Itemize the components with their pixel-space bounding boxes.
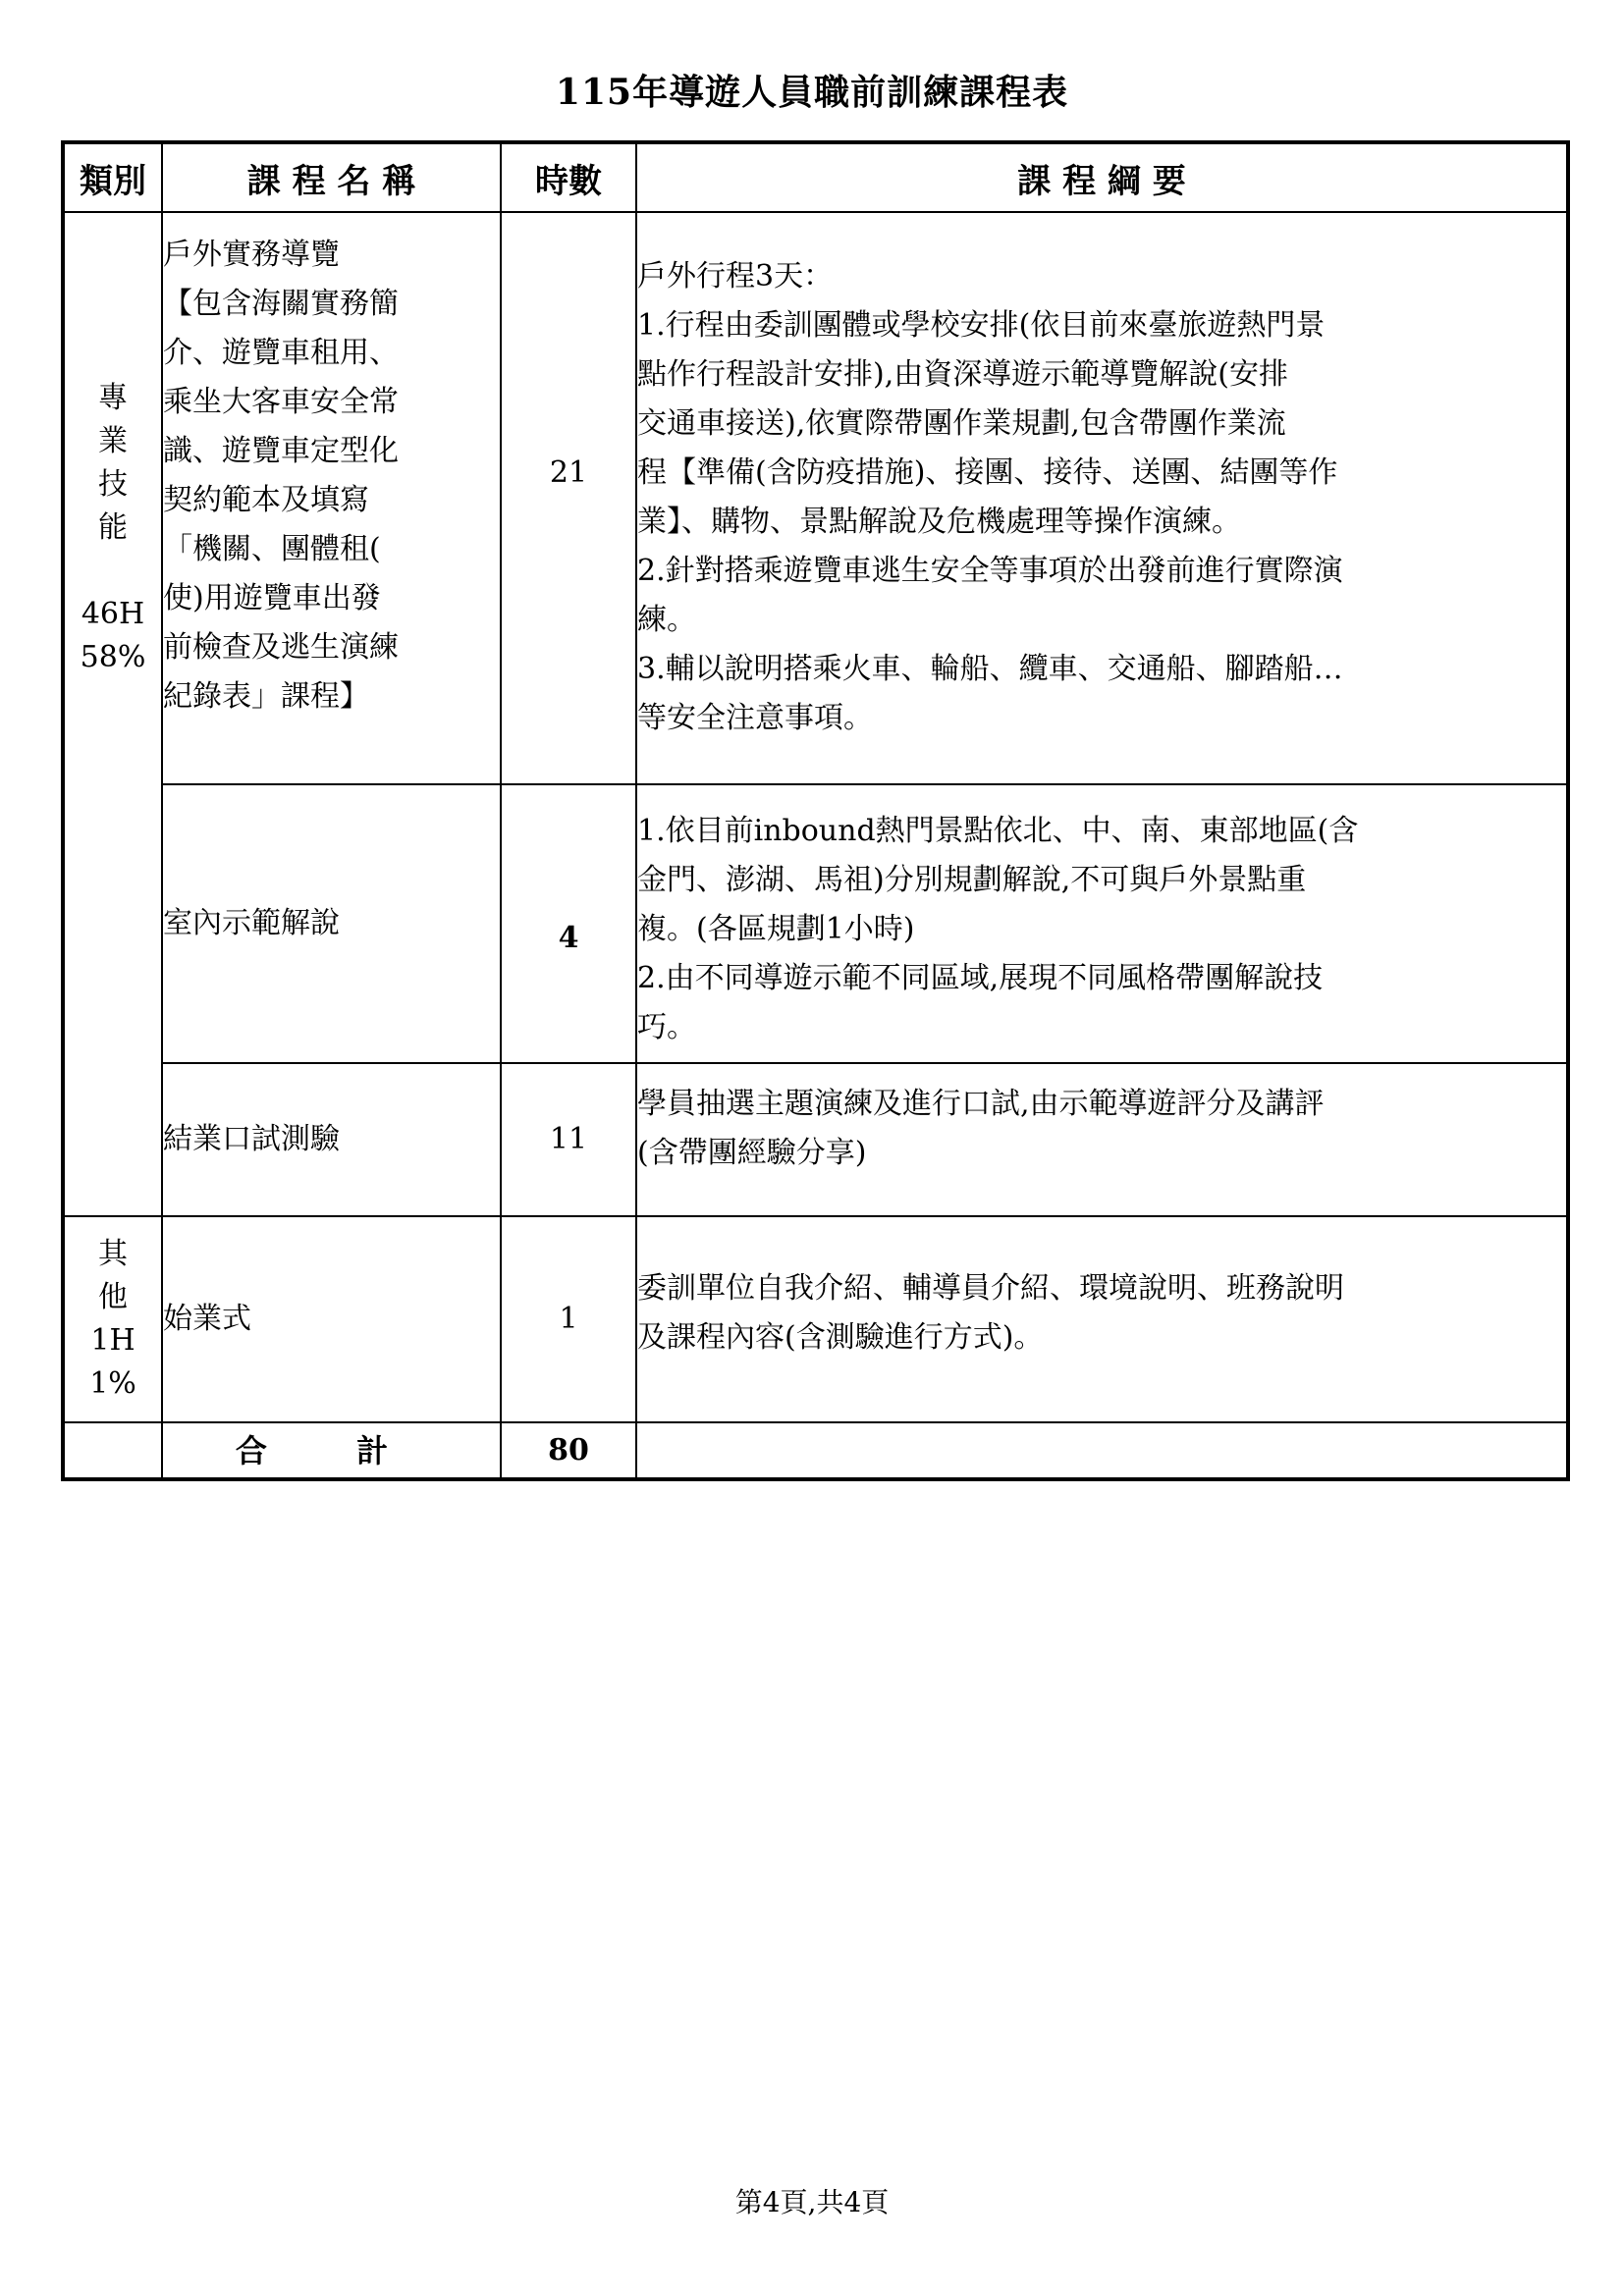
total-empty-cell	[63, 1422, 162, 1479]
outline-line: 金門、澎湖、馬祖)分別規劃解說,不可與戶外景點重	[637, 863, 1307, 897]
header-outline: 課 程 綱 要	[636, 142, 1568, 212]
outline-line: 程【準備(含防疫措施)、接團、接待、送團、結團等作	[637, 455, 1338, 490]
total-outline-cell	[636, 1422, 1568, 1479]
name-line: 結業口試測驗	[163, 1122, 340, 1156]
outline-line: 等安全注意事項。	[637, 701, 873, 735]
name-line: 始業式	[163, 1302, 251, 1336]
table-row	[63, 1216, 1568, 1422]
header-category: 類別	[63, 142, 162, 212]
table-row	[63, 212, 1568, 784]
page-title: 115年導遊人員職前訓練課程表	[555, 72, 1069, 113]
outline-cell	[636, 784, 1568, 1063]
course-name-final-oral-exam	[162, 1063, 501, 1216]
table-row	[63, 1063, 1568, 1216]
table-row	[63, 784, 1568, 1063]
outline-line: 及課程內容(含測驗進行方式)。	[637, 1320, 1044, 1355]
category-char: 專	[98, 380, 128, 415]
name-line: 【包含海關實務簡	[163, 287, 399, 321]
outline-line: 學員抽選主題演練及進行口試,由示範導遊評分及講評	[637, 1087, 1325, 1121]
name-line: 乘坐大客車安全常	[163, 385, 399, 419]
outline-line: 練。	[637, 603, 696, 637]
category-char: 業	[98, 423, 128, 458]
name-line: 紀錄表」課程】	[163, 679, 369, 714]
name-line: 使)用遊覽車出發	[163, 581, 381, 615]
outline-line: 戶外行程3天：	[637, 259, 834, 294]
outline-cell	[636, 1216, 1568, 1422]
name-line: 室內示範解說	[163, 906, 340, 940]
header-hours: 時數	[501, 142, 636, 212]
page-footer: 第4頁,共4頁	[734, 2186, 890, 2218]
category-hours: 1H	[90, 1323, 135, 1358]
outline-line: 複。(各區規劃1小時)	[637, 912, 915, 946]
category-professional-skills	[63, 212, 162, 1216]
total-label: 合 計	[162, 1422, 501, 1479]
outline-line: 交通車接送),依實際帶團作業規劃,包含帶團作業流	[637, 406, 1286, 441]
category-percent: 1%	[89, 1366, 136, 1401]
name-line: 識、遊覽車定型化	[163, 434, 399, 468]
name-line: 「機關、團體租(	[163, 532, 381, 566]
category-other	[63, 1216, 162, 1422]
outline-line: 1.依目前inbound熱門景點依北、中、南、東部地區(含	[637, 814, 1359, 848]
category-percent: 58%	[80, 639, 146, 674]
course-name-outdoor-tour	[162, 212, 501, 784]
outline-line: 3.輔以說明搭乘火車、輪船、纜車、交通船、腳踏船…	[637, 652, 1343, 686]
hours-cell: 4	[501, 784, 636, 1063]
outline-cell	[636, 212, 1568, 784]
header-row	[63, 142, 1568, 212]
outline-line: 委訓單位自我介紹、輔導員介紹、環境說明、班務說明	[637, 1271, 1344, 1306]
category-char: 技	[98, 466, 128, 502]
outline-line: 2.針對搭乘遊覽車逃生安全等事項於出發前進行實際演	[637, 554, 1343, 588]
category-char: 他	[98, 1280, 128, 1314]
header-course-name: 課 程 名 稱	[162, 142, 501, 212]
outline-line: 業】、購物、景點解說及危機處理等操作演練。	[637, 505, 1241, 539]
outline-line: 2.由不同導遊示範不同區域,展現不同風格帶團解說技	[637, 961, 1324, 995]
hours-cell: 1	[501, 1216, 636, 1422]
category-hours: 46H	[81, 596, 145, 631]
category-char: 其	[98, 1237, 128, 1271]
outline-line: 1.行程由委訓團體或學校安排(依目前來臺旅遊熱門景	[637, 308, 1326, 343]
name-line: 前檢查及逃生演練	[163, 630, 399, 665]
course-table	[61, 140, 1570, 1481]
course-name-indoor-demo	[162, 784, 501, 1063]
total-row	[63, 1422, 1568, 1479]
total-hours: 80	[501, 1422, 636, 1479]
category-char: 能	[98, 509, 128, 545]
outline-line: 點作行程設計安排),由資深導遊示範導覽解說(安排	[637, 357, 1288, 392]
name-line: 契約範本及填寫	[163, 483, 369, 517]
course-name-opening-ceremony	[162, 1216, 501, 1422]
name-line: 戶外實務導覽	[163, 238, 340, 272]
hours-cell: 11	[501, 1063, 636, 1216]
outline-cell	[636, 1063, 1568, 1216]
name-line: 介、遊覽車租用、	[163, 336, 399, 370]
hours-cell: 21	[501, 212, 636, 784]
outline-line: 巧。	[637, 1010, 696, 1044]
outline-line: (含帶團經驗分享)	[637, 1136, 867, 1170]
